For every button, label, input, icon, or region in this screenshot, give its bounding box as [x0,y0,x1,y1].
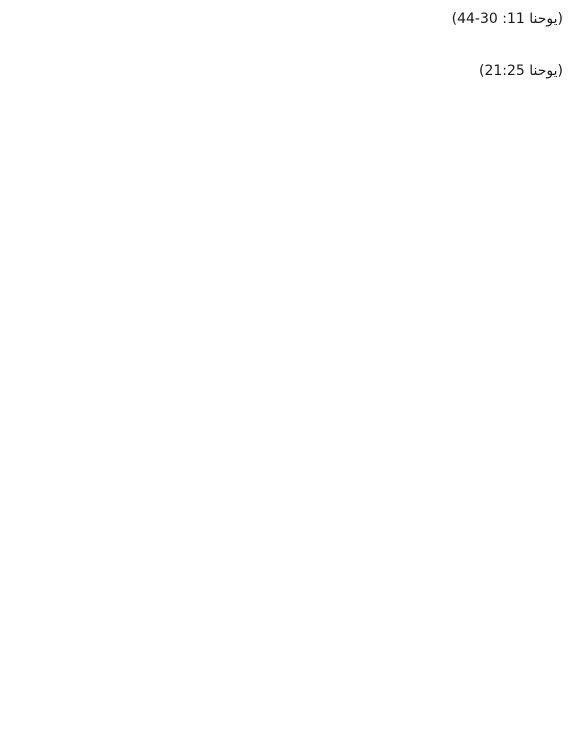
verse-reference: (یوحنا 11: 30-44) [451,11,563,27]
paragraph-gap [10,30,563,60]
verse-reference: (یوحنا 21:25) [478,63,563,79]
paragraph-miracles [10,60,563,82]
paragraph-lazarus [10,8,563,30]
